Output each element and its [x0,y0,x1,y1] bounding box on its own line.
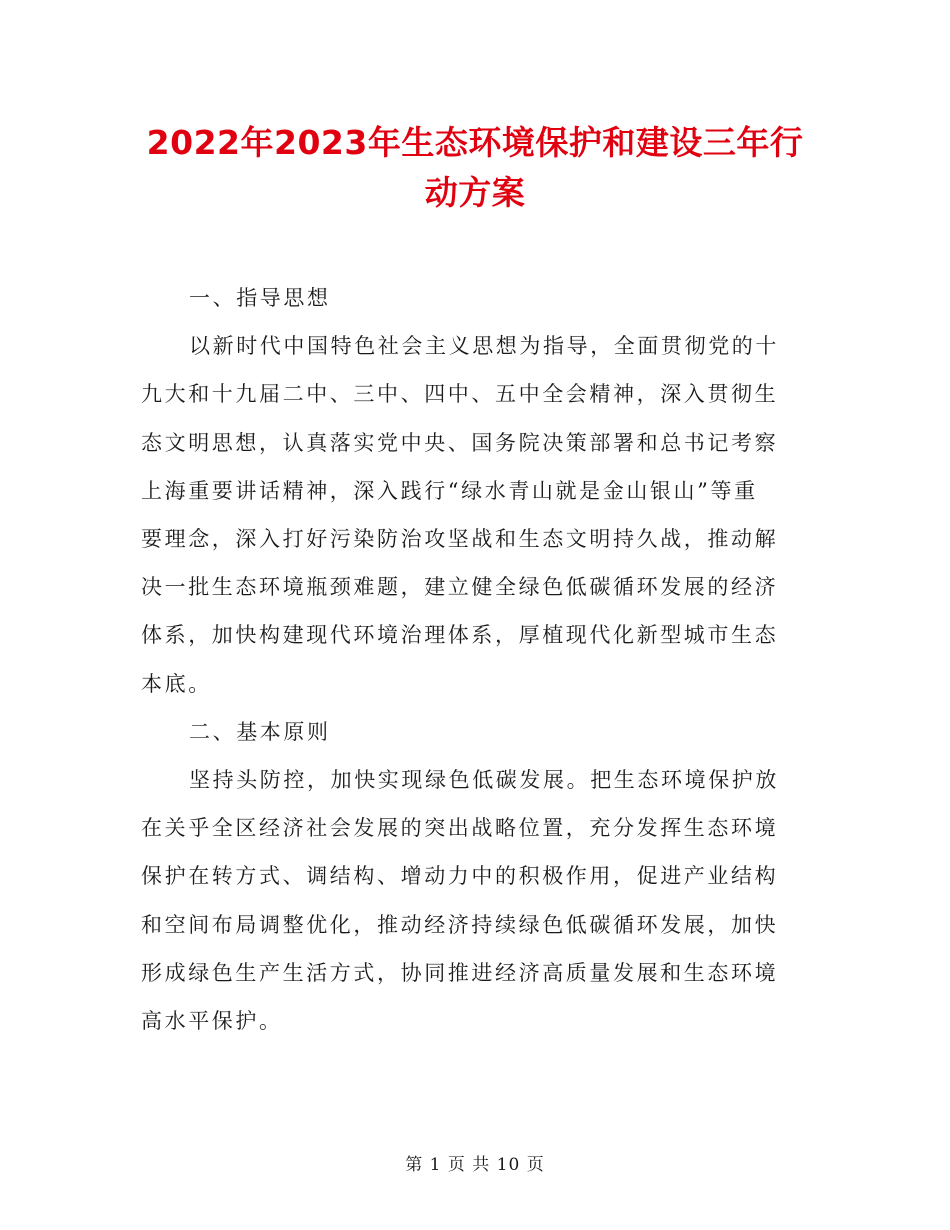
paragraph-line: 要理念，深入打好污染防治攻坚战和生态文明持久战，推动解 [141,527,779,552]
paragraph-line: 和空间布局调整优化，推动经济持续绿色低碳循环发展，加快 [141,912,779,937]
document-body [141,274,809,1045]
document-title [120,118,830,218]
paragraph-line: 坚持头防控，加快实现绿色低碳发展。把生态环境保护放 [189,768,779,793]
paragraph-line: 本底。 [141,671,212,696]
paragraph-line: 体系，加快构建现代环境治理体系，厚植现代化新型城市生态 [141,623,779,648]
title-line-1: 2022年2023年生态环境保护和建设三年行 [146,123,804,162]
paragraph-line: 态文明思想，认真落实党中央、国务院决策部署和总书记考察 [141,430,779,455]
section2-paragraph [141,756,809,1045]
paragraph-line: 保护在转方式、调结构、增动力中的积极作用，促进产业结构 [141,864,779,889]
paragraph-line: 在关乎全区经济社会发展的突出战略位置，充分发挥生态环境 [141,816,779,841]
paragraph-line: 决一批生态环境瓶颈难题，建立健全绿色低碳循环发展的经济 [141,575,779,600]
section-heading-guiding-ideology: 一、指导思想 [189,286,331,310]
title-line-2: 动方案 [424,173,526,212]
paragraph-line: 上海重要讲话精神，深入践行“绿水青山就是金山银山”等重 [141,478,758,503]
section-heading-basic-principles: 二、基本原则 [189,719,331,744]
page-footer: 第 1 页 共 10 页 [405,1155,545,1175]
paragraph-line: 九大和十九届二中、三中、四中、五中全会精神，深入贯彻生 [141,382,779,407]
paragraph-line: 形成绿色生产生活方式，协同推进经济高质量发展和生态环境 [141,960,779,985]
paragraph-line: 高水平保护。 [141,1009,283,1034]
section1-paragraph [141,322,809,708]
paragraph-line: 以新时代中国特色社会主义思想为指导，全面贯彻党的十 [189,334,779,359]
